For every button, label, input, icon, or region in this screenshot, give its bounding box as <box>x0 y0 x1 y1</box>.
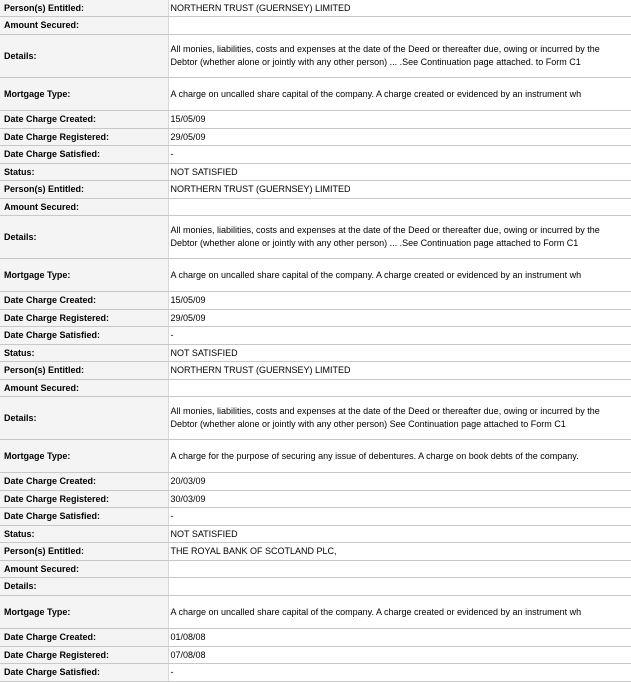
details-label: Details: <box>0 578 168 596</box>
date-registered-label: Date Charge Registered: <box>0 129 168 146</box>
table-row <box>0 629 631 647</box>
table-row <box>0 146 631 164</box>
amount-secured-label: Amount Secured: <box>0 380 168 397</box>
table-row <box>0 129 631 146</box>
persons-entitled-label: Person(s) Entitled: <box>0 0 168 17</box>
table-row <box>0 259 631 292</box>
table-row <box>0 78 631 111</box>
amount-secured-label: Amount Secured: <box>0 17 168 35</box>
table-row <box>0 473 631 491</box>
date-satisfied-value: - <box>168 327 631 345</box>
status-label: Status: <box>0 164 168 181</box>
date-registered-value: 29/05/09 <box>168 129 631 146</box>
persons-entitled-label: Person(s) Entitled: <box>0 543 168 561</box>
date-satisfied-value: - <box>168 664 631 682</box>
details-value: All monies, liabilities, costs and expenses at the date of the Deed or thereafter due, owing or incurred by the Debtor (whether alone or jointly with any other person) ... .See Continuation page attached. to Form C1 <box>168 35 631 78</box>
table-row <box>0 216 631 259</box>
status-value: NOT SATISFIED <box>168 164 631 181</box>
details-label: Details: <box>0 35 168 78</box>
mortgage-type-label: Mortgage Type: <box>0 259 168 292</box>
table-row <box>0 491 631 508</box>
date-created-label: Date Charge Created: <box>0 111 168 129</box>
date-registered-label: Date Charge Registered: <box>0 310 168 327</box>
amount-secured-label: Amount Secured: <box>0 199 168 216</box>
mortgage-type-value: A charge on uncalled share capital of the company. A charge created or evidenced by an instrument wh <box>168 596 631 629</box>
date-satisfied-value: - <box>168 146 631 164</box>
table-row <box>0 362 631 380</box>
table-row <box>0 17 631 35</box>
table-row <box>0 561 631 578</box>
persons-entitled-value: NORTHERN TRUST (GUERNSEY) LIMITED <box>168 362 631 380</box>
table-row <box>0 543 631 561</box>
table-row <box>0 578 631 596</box>
date-registered-label: Date Charge Registered: <box>0 647 168 664</box>
date-satisfied-label: Date Charge Satisfied: <box>0 508 168 526</box>
details-value: All monies, liabilities, costs and expenses at the date of the Deed or thereafter due, owing or incurred by the Debtor (whether alone or jointly with any other person) See Continuation page attached to Form C1 <box>168 397 631 440</box>
table-row <box>0 199 631 216</box>
persons-entitled-value: NORTHERN TRUST (GUERNSEY) LIMITED <box>168 181 631 199</box>
date-satisfied-label: Date Charge Satisfied: <box>0 146 168 164</box>
table-row <box>0 526 631 543</box>
table-row <box>0 164 631 181</box>
date-created-value: 20/03/09 <box>168 473 631 491</box>
date-created-value: 15/05/09 <box>168 111 631 129</box>
persons-entitled-label: Person(s) Entitled: <box>0 181 168 199</box>
details-label: Details: <box>0 397 168 440</box>
date-satisfied-label: Date Charge Satisfied: <box>0 327 168 345</box>
table-row <box>0 596 631 629</box>
date-satisfied-label: Date Charge Satisfied: <box>0 664 168 682</box>
mortgage-type-value: A charge on uncalled share capital of the company. A charge created or evidenced by an instrument wh <box>168 259 631 292</box>
mortgage-type-value: A charge on uncalled share capital of the company. A charge created or evidenced by an instrument wh <box>168 78 631 111</box>
date-registered-value: 30/03/09 <box>168 491 631 508</box>
amount-secured-value <box>168 380 631 397</box>
details-value: All monies, liabilities, costs and expenses at the date of the Deed or thereafter due, owing or incurred by the Debtor (whether alone or jointly with any other person) ... .See Continuation page attached to Form C1 <box>168 216 631 259</box>
mortgage-type-label: Mortgage Type: <box>0 596 168 629</box>
details-label: Details: <box>0 216 168 259</box>
status-value: NOT SATISFIED <box>168 345 631 362</box>
date-satisfied-value: - <box>168 508 631 526</box>
date-created-label: Date Charge Created: <box>0 629 168 647</box>
table-row <box>0 181 631 199</box>
date-registered-value: 07/08/08 <box>168 647 631 664</box>
table-row <box>0 111 631 129</box>
date-registered-value: 29/05/09 <box>168 310 631 327</box>
table-row <box>0 310 631 327</box>
date-created-label: Date Charge Created: <box>0 473 168 491</box>
table-row <box>0 0 631 17</box>
amount-secured-label: Amount Secured: <box>0 561 168 578</box>
table-row <box>0 292 631 310</box>
table-row <box>0 397 631 440</box>
status-value: NOT SATISFIED <box>168 526 631 543</box>
persons-entitled-label: Person(s) Entitled: <box>0 362 168 380</box>
date-created-value: 01/08/08 <box>168 629 631 647</box>
table-row <box>0 345 631 362</box>
persons-entitled-value: NORTHERN TRUST (GUERNSEY) LIMITED <box>168 0 631 17</box>
date-created-label: Date Charge Created: <box>0 292 168 310</box>
status-label: Status: <box>0 526 168 543</box>
table-row <box>0 327 631 345</box>
persons-entitled-value: THE ROYAL BANK OF SCOTLAND PLC, <box>168 543 631 561</box>
table-row <box>0 35 631 78</box>
mortgage-type-value: A charge for the purpose of securing any issue of debentures. A charge on book debts of the company. <box>168 440 631 473</box>
mortgage-type-label: Mortgage Type: <box>0 440 168 473</box>
table-row <box>0 380 631 397</box>
table-row <box>0 440 631 473</box>
table-row <box>0 647 631 664</box>
table-row <box>0 508 631 526</box>
amount-secured-value <box>168 17 631 35</box>
date-created-value: 15/05/09 <box>168 292 631 310</box>
details-value <box>168 578 631 596</box>
amount-secured-value <box>168 561 631 578</box>
amount-secured-value <box>168 199 631 216</box>
status-label: Status: <box>0 345 168 362</box>
mortgage-type-label: Mortgage Type: <box>0 78 168 111</box>
table-row <box>0 664 631 682</box>
date-registered-label: Date Charge Registered: <box>0 491 168 508</box>
